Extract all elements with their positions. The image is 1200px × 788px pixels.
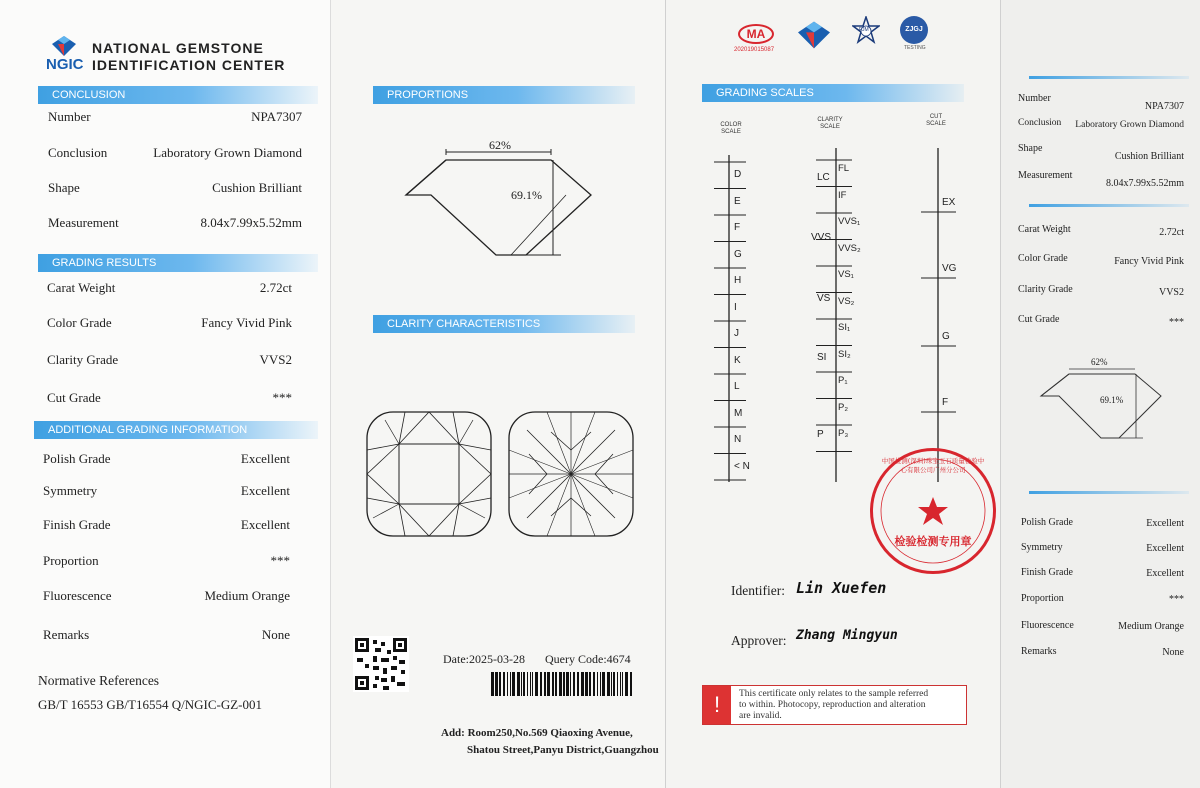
fjm-logo-label: FJM	[859, 27, 869, 33]
clarity-group-label: LC	[817, 172, 830, 183]
conclusion-row-value: 8.04x7.99x5.52mm	[200, 215, 302, 230]
warning-icon: !	[703, 686, 731, 724]
grading-row-label: Cut Grade	[47, 390, 101, 405]
stub-row-label: Carat Weight	[1018, 224, 1071, 235]
depth-percent-label: 69.1%	[511, 188, 542, 202]
stub-row-label: Proportion	[1021, 593, 1064, 604]
additional-row-label: Polish Grade	[43, 451, 111, 466]
org-name-line1: NATIONAL GEMSTONE	[92, 40, 264, 56]
barcode-icon	[491, 672, 636, 696]
additional-row-label: Remarks	[43, 627, 90, 642]
stub-row-value: Medium Orange	[1118, 621, 1184, 632]
table-percent-label: 62%	[489, 138, 511, 152]
cut-scale-title: CUT SCALE	[926, 114, 946, 127]
grading-row-value: Fancy Vivid Pink	[201, 315, 292, 330]
stub-row-value: ***	[1169, 594, 1184, 605]
certificate-stub-panel	[1000, 0, 1200, 788]
stub-row-label: Measurement	[1018, 170, 1073, 181]
color-grade-label: K	[734, 354, 741, 366]
disclaimer-box	[702, 685, 967, 725]
clarity-pavilion-diagram	[507, 410, 635, 538]
additional-row-label: Fluorescence	[43, 588, 112, 603]
stub-row-label: Clarity Grade	[1018, 284, 1073, 295]
org-short-name: NGIC	[46, 56, 84, 73]
grading-scales-panel	[665, 0, 1000, 788]
additional-row-value: Excellent	[240, 517, 290, 532]
org-name-line2: IDENTIFICATION CENTER	[92, 57, 286, 73]
stub-row-value: ***	[1169, 317, 1184, 328]
clarity-grade-label: P₂	[838, 401, 849, 413]
seal-bottom-text: 检验检测专用章	[894, 535, 972, 548]
grading-row-value: ***	[272, 390, 292, 405]
grading-row-value: 2.72ct	[259, 280, 292, 295]
identifier-label: Identifier:	[731, 583, 785, 598]
stub-row-value: Excellent	[1146, 518, 1184, 529]
approver-signature: Zhang Mingyun	[796, 628, 898, 643]
stub-depth-pct: 69.1%	[1100, 395, 1124, 405]
clarity-grade-label: SI₂	[838, 348, 851, 360]
color-grade-label: E	[734, 195, 741, 207]
color-grade-label: F	[734, 222, 741, 233]
conclusion-row-value: NPA7307	[251, 109, 302, 124]
color-grade-label: G	[734, 248, 742, 260]
clarity-grade-label: VS₁	[838, 269, 854, 280]
clarity-group-label: SI	[817, 352, 827, 363]
conclusion-row-label: Measurement	[48, 215, 119, 230]
grading-row-label: Color Grade	[47, 315, 112, 330]
stub-row-label: Symmetry	[1021, 542, 1063, 553]
cma-code: 202019015087	[734, 47, 775, 53]
conclusion-row-label: Number	[48, 109, 91, 124]
proportion-diagram	[401, 135, 611, 265]
clarity-grade-label: VS₂	[838, 295, 855, 307]
additional-row-value: Excellent	[240, 451, 290, 466]
testing-label: TESTING	[904, 45, 926, 51]
color-grade-label: H	[734, 275, 742, 286]
color-grade-label: N	[734, 434, 742, 445]
stub-divider-mid	[1029, 204, 1189, 207]
normative-refs: GB/T 16553 GB/T16554 Q/NGIC-GZ-001	[38, 697, 263, 712]
stub-row-value: NPA7307	[1144, 101, 1184, 112]
grading-row-label: Carat Weight	[47, 280, 116, 295]
clarity-crown-diagram	[365, 410, 493, 538]
grading-results-title: GRADING RESULTS	[38, 254, 318, 272]
address-line2: Shatou Street,Panyu District,Guangzhou	[467, 744, 659, 756]
additional-row-label: Finish Grade	[43, 517, 111, 532]
color-grade-label: I	[734, 301, 737, 313]
grading-row-value: VVS2	[259, 352, 292, 367]
conclusion-section-title: CONCLUSION	[38, 86, 318, 104]
stub-divider-bottom	[1029, 491, 1189, 494]
certificate-date: Date:2025-03-28	[443, 652, 525, 666]
clarity-grade-label: SI₁	[838, 322, 851, 333]
clarity-grade-label: VVS₁	[838, 216, 861, 227]
disclaimer-text: This certificate only relates to the sample referred to within. Photocopy, reproduction and alteration are invalid.	[739, 689, 929, 721]
clarity-characteristics-title: CLARITY CHARACTERISTICS	[373, 315, 635, 333]
seal-ring-text: 中国检测(深圳)珠宝玉石质量检验中心有限公司广州分公司	[881, 457, 985, 474]
clarity-group-label: VS	[817, 293, 831, 304]
clarity-grade-label: VVS₂	[838, 242, 861, 254]
color-grade-label: D	[734, 169, 742, 180]
certificate-left-panel	[0, 0, 330, 788]
clarity-group-label: P	[817, 429, 824, 440]
clarity-group-label: VVS	[811, 232, 832, 243]
zjgj-logo-icon: ZJGJ	[900, 16, 928, 44]
stub-row-label: Number	[1018, 93, 1051, 104]
stub-row-value: Laboratory Grown Diamond	[1075, 120, 1184, 130]
stub-row-value: 2.72ct	[1159, 227, 1184, 238]
additional-row-value: ***	[270, 553, 290, 568]
grading-scales-title: GRADING SCALES	[702, 84, 964, 102]
color-grade-label: J	[734, 328, 739, 339]
query-code: Query Code:4674	[545, 652, 631, 666]
stub-row-value: Excellent	[1146, 543, 1184, 554]
additional-row-value: Excellent	[240, 483, 290, 498]
stub-row-label: Finish Grade	[1021, 567, 1073, 578]
cma-logo-icon: MA	[738, 24, 774, 44]
grading-scale-lines	[666, 0, 1001, 500]
stub-table-pct: 62%	[1091, 357, 1108, 367]
qr-code-icon	[353, 636, 409, 692]
clarity-grade-label: P₁	[838, 375, 848, 386]
clarity-scale-title: CLARITY SCALE	[817, 117, 843, 130]
stub-row-label: Shape	[1018, 143, 1043, 154]
stub-row-value: VVS2	[1158, 287, 1184, 298]
stub-divider-top	[1029, 76, 1189, 79]
conclusion-row-label: Shape	[48, 180, 80, 195]
additional-info-title: ADDITIONAL GRADING INFORMATION	[34, 421, 318, 439]
cut-grade-label: G	[942, 331, 950, 342]
official-seal-stamp	[870, 448, 996, 574]
stub-row-value: Cushion Brilliant	[1114, 151, 1184, 162]
stub-row-label: Conclusion	[1018, 118, 1062, 128]
ngic-logo-icon	[52, 36, 76, 56]
normative-title: Normative References	[38, 673, 160, 688]
clarity-grade-label: FL	[838, 163, 850, 174]
additional-row-label: Symmetry	[43, 483, 98, 498]
stub-row-label: Cut Grade	[1018, 314, 1060, 325]
additional-row-label: Proportion	[43, 553, 99, 568]
stub-row-value: 8.04x7.99x5.52mm	[1105, 178, 1184, 189]
color-scale-title: COLOR SCALE	[720, 122, 742, 135]
conclusion-row-label: Conclusion	[48, 145, 108, 160]
clarity-grade-label: P₃	[838, 428, 849, 439]
approver-label: Approver:	[731, 633, 787, 648]
stub-row-label: Color Grade	[1018, 253, 1068, 264]
stub-row-label: Remarks	[1021, 646, 1057, 657]
color-grade-label: M	[734, 407, 743, 419]
color-grade-label: < N	[734, 460, 750, 472]
conclusion-row-value: Laboratory Grown Diamond	[153, 145, 302, 160]
clarity-grade-label: IF	[838, 189, 847, 201]
certificate-center-panel	[330, 0, 665, 788]
grading-row-label: Clarity Grade	[47, 352, 119, 367]
proportions-section-title: PROPORTIONS	[373, 86, 635, 104]
color-grade-label: L	[734, 381, 740, 392]
cut-grade-label: EX	[942, 197, 956, 208]
stub-row-value: None	[1162, 647, 1184, 658]
stub-row-label: Polish Grade	[1021, 517, 1073, 528]
additional-row-value: None	[261, 627, 290, 642]
identifier-signature: Lin Xuefen	[796, 579, 887, 597]
conclusion-row-value: Cushion Brilliant	[212, 180, 302, 195]
additional-row-value: Medium Orange	[204, 588, 290, 603]
stub-row-value: Excellent	[1146, 568, 1184, 579]
stub-row-label: Fluorescence	[1021, 620, 1074, 631]
cut-grade-label: F	[942, 397, 949, 408]
stub-row-value: Fancy Vivid Pink	[1114, 256, 1184, 267]
cut-grade-label: VG	[942, 263, 957, 274]
address-line1: Add: Room250,No.569 Qiaoxing Avenue,	[441, 727, 633, 739]
